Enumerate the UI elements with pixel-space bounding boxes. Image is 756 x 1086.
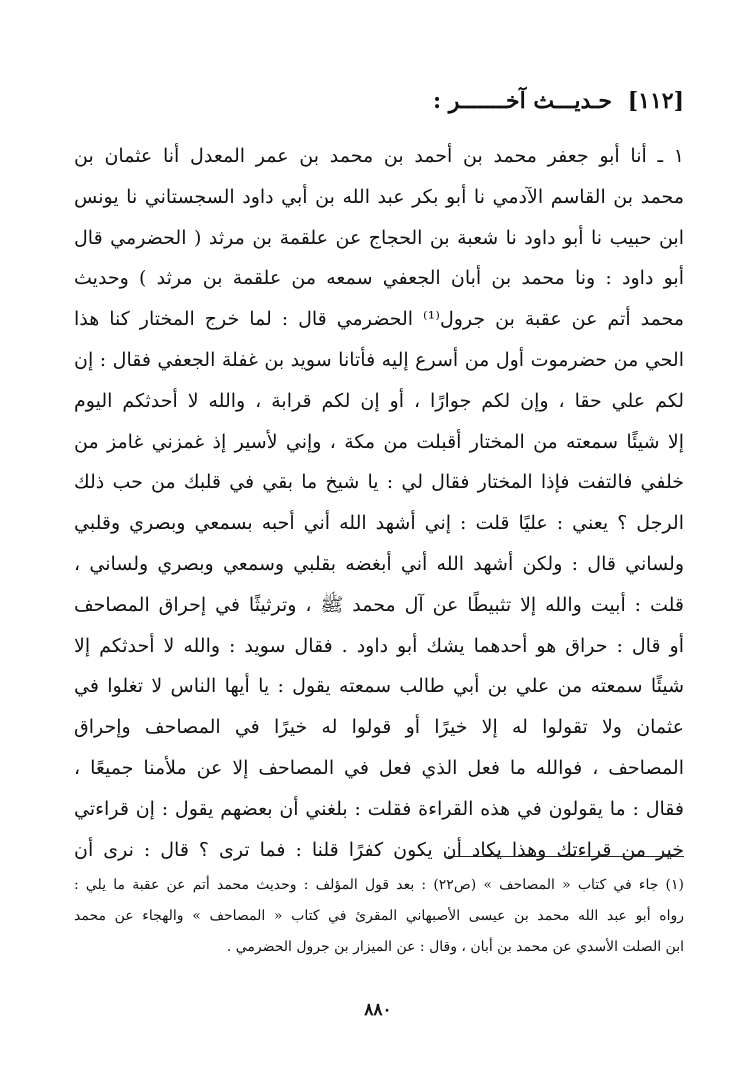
footnote-divider [448, 856, 684, 857]
text-line: خير من قراءتك وهذا يكاد أن يكون كفرًا قلنا : فما ترى ؟ قال : نرى أن [74, 838, 684, 861]
section-number: [١١٢] [627, 88, 684, 114]
text-line: إلا شيئًا سمعته من المختار أقبلت من مكة ، وإني لأسير إذ غمزني غامز من [74, 430, 684, 453]
page-number: ٨٨٠ [364, 1000, 392, 1020]
text-line: خلفي فالتفت فإذا المختار فقال لي : يا شيخ ما بقي في قلبك من حب ذلك [74, 471, 684, 494]
text-line: أبو داود : ونا محمد بن أبان الجعفي سمعه من علقمة بن مرثد ) وحديث [74, 267, 684, 290]
footnote-line: (١) جاء في كتاب « المصاحف » (ص٢٢) : بعد قول المؤلف : وحديث محمد أتم عن عقبة ما يلي : [74, 877, 684, 893]
text-line: أو قال : حراق هو أحدهما يشك أبو داود . فقال سويد : والله لا أحدثكم إلا [74, 634, 684, 657]
text-line: محمد أتم عن عقبة بن جرول⁽¹⁾ الحضرمي قال : لما خرج المختار كنا هذا [74, 308, 684, 331]
section-heading [433, 88, 684, 114]
footnotes [74, 870, 684, 963]
text-line: محمد بن القاسم الآدمي نا أبو بكر عبد الله بن أبي داود السجستاني نا يونس [74, 185, 684, 208]
text-line: ابن حبيب نا أبو داود نا شعبة بن الحجاج عن علقمة بن مرثد ( الحضرمي قال [74, 226, 684, 249]
text-line: الحي من حضرموت أول من أسرع إليه فأتانا سويد بن غفلة الجعفي فقال : إن [74, 348, 684, 371]
text-line: شيئًا سمعته من علي بن أبي طالب سمعته يقول : يا أيها الناس لا تغلوا في [74, 675, 684, 698]
footnote-line: رواه أبو عبد الله محمد بن عيسى الأصبهاني المقرئ في كتاب « المصاحف » والهجاء عن محمد [74, 908, 684, 924]
text-line: قلت : أبيت والله إلا تثبيطًا عن آل محمد ﷺ ، وترثيثًا في إحراق المصاحف [74, 593, 684, 616]
text-line: المصاحف ، فوالله ما فعل الذي فعل في المصاحف إلا عن ملأمنا جميعًا ، [74, 756, 684, 779]
footnote-line: ابن الصلت الأسدي عن محمد بن أبان ، وقال : عن الميزار بن جرول الحضرمي . [226, 939, 684, 955]
text-line: ١ ـ أنا أبو جعفر محمد بن أحمد بن محمد بن عمر المعدل أنا عثمان بن [74, 145, 684, 167]
text-line: فقال : ما يقولون في هذه القراءة فقلت : بلغني أن بعضهم يقول : إن قراءتي [74, 797, 684, 820]
text-line: الرجل ؟ يعني : عليًا قلت : إني أشهد الله أني أحبه بسمعي وبصري وقلبي [74, 512, 684, 535]
text-line: ولساني قال : ولكن أشهد الله أني أبغضه بقلبي وسمعي وبصري ولساني ، [74, 552, 684, 575]
main-text [74, 136, 684, 870]
section-title: حـديـــث آخـــــــر : [432, 88, 613, 114]
text-line: لكم علي حقا ، وإن لكم جوارًا ، أو إن لكم قرابة ، والله لا أحدثكم اليوم [74, 389, 684, 412]
text-line: عثمان ولا تقولوا له إلا خيرًا أو قولوا له خيرًا في المصاحف وإحراق [74, 716, 684, 739]
